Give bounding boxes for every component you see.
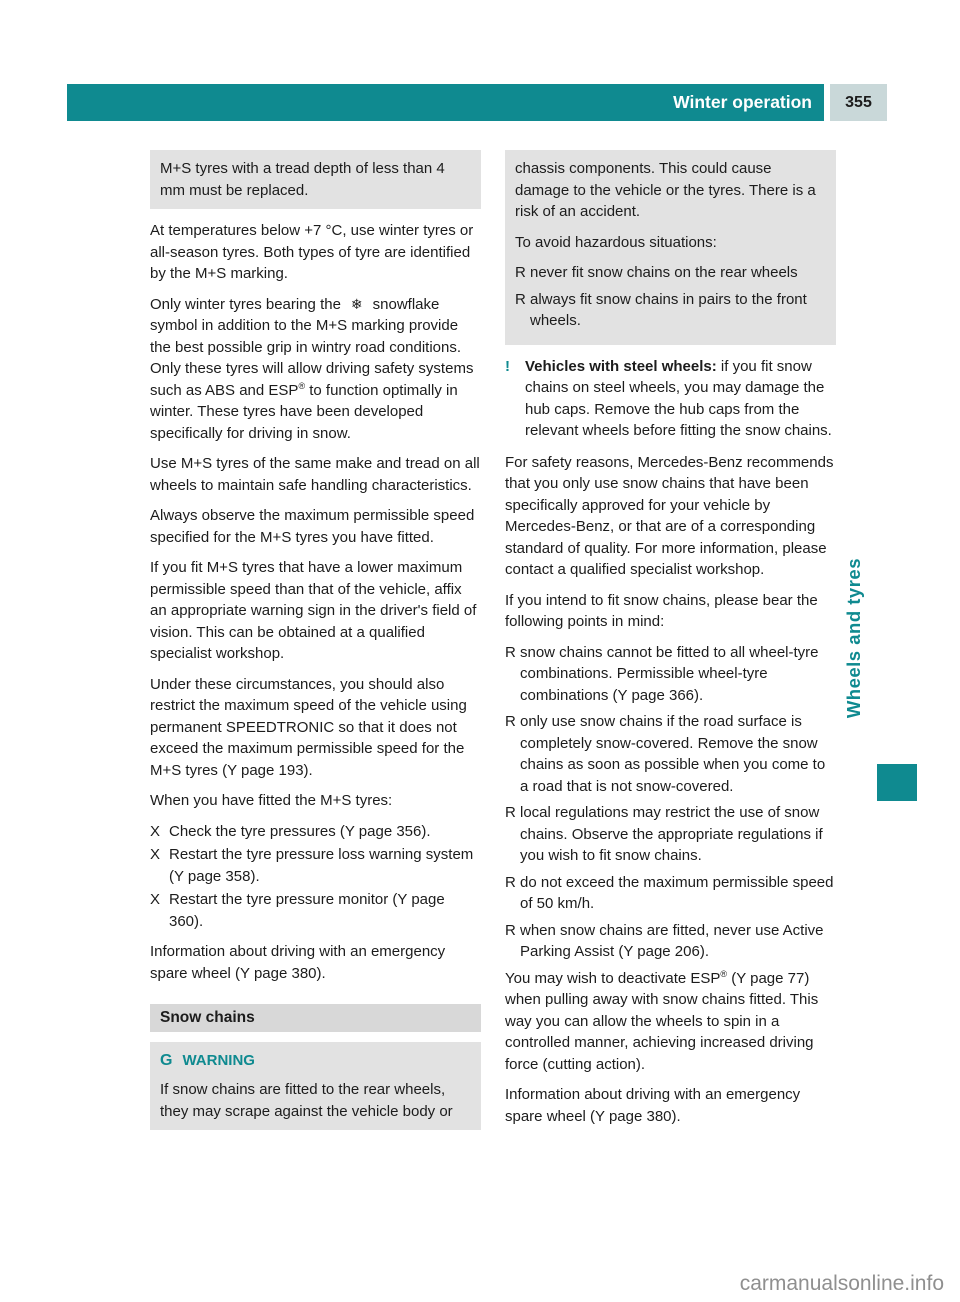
bullet-marker-icon: R [505, 873, 516, 891]
warning-text: If snow chains are fitted to the rear wheels, they may scrape against the vehicle body or [160, 1081, 453, 1120]
paragraph-speedtronic: Under these circumstances, you should also restrict the maximum speed of the vehicle using permanent SPEEDTRONIC so that it does not exceed the maximum permissible speed for the M+S tyres (Y page 193). [150, 675, 467, 779]
bullet-list [505, 642, 836, 963]
warning-bullet-item [515, 262, 826, 284]
page-title: Winter operation [673, 92, 812, 112]
bullet-text: local regulations may restrict the use of snow chains. Observe the appropriate regulations if you wish to fit snow chains. [520, 804, 823, 864]
warning-box [150, 1042, 481, 1131]
bullet-item [505, 711, 836, 797]
paragraph-when-fitted: When you have fitted the M+S tyres: [150, 792, 393, 809]
step-text: Check the tyre pressures (Y page 356). [169, 822, 431, 840]
chapter-tab-label: Wheels and tyres [843, 558, 864, 719]
section-title: Snow chains [160, 1009, 255, 1026]
paragraph-spare-wheel: Information about driving with an emergency spare wheel (Y page 380). [505, 1086, 801, 1125]
bullet-item [505, 802, 836, 867]
warning-header [160, 1050, 471, 1072]
registered-trademark-icon: ® [720, 968, 728, 979]
notice-exclamation-icon: ! [505, 357, 510, 375]
chapter-tab-marker [877, 764, 917, 801]
bullet-marker-icon: R [505, 804, 516, 821]
section-header-snow-chains [150, 1004, 481, 1032]
warning-continuation-box [505, 150, 836, 345]
bullet-text: always fit snow chains in pairs to the front wheels. [530, 290, 807, 329]
step-marker-icon: X [150, 846, 161, 863]
bullet-marker-icon: R [505, 643, 516, 661]
text-segment: You may wish to deactivate ESP [505, 969, 721, 987]
paragraph-temperatures: At temperatures below +7 °C, use winter tyres or all-season tyres. Both types of tyre are identified by the M+S marking. [150, 222, 474, 282]
step-marker-icon: X [150, 891, 161, 908]
step-text: Restart the tyre pressure loss warning system (Y page 358). [169, 846, 474, 885]
text-segment: to function optimally in winter. These tyres have been developed specifically for driving in snow. [150, 381, 458, 442]
paragraph-observe-speed: Always observe the maximum permissible speed specified for the M+S tyres you have fitted. [150, 507, 475, 546]
left-column [150, 150, 481, 1141]
bullet-marker-icon: R [505, 713, 516, 730]
bullet-text: do not exceed the maximum permissible speed of 50 km/h. [520, 873, 834, 912]
text-segment: Only winter tyres bearing the [150, 295, 341, 313]
paragraph-same-make: Use M+S tyres of the same make and tread on all wheels to maintain safe handling characteristics. [150, 455, 480, 494]
page-number-badge: 355 [830, 84, 887, 121]
note-box [150, 150, 481, 209]
paragraph-deactivate-esp [505, 968, 836, 1076]
bullet-text: when snow chains are fitted, never use Active Parking Assist (Y page 206). [520, 921, 824, 960]
step-item [150, 889, 481, 932]
paragraph-spare-wheel: Information about driving with an emergency spare wheel (Y page 380). [150, 943, 446, 982]
warning-text: chassis components. This could cause damage to the vehicle or the tyres. There is a risk of an accident. [515, 160, 816, 220]
paragraph-safety-reasons: For safety reasons, Mercedes-Benz recommends that you only use snow chains that have been specifically approved for your vehicle by Mercedes-Benz, or that are of a corresponding standard of quality. For more information, please contact a qualified specialist workshop. [505, 453, 834, 578]
bullet-marker-icon: R [505, 921, 516, 939]
text-segment: (Y page 77) when pulling away with snow chains fitted. This way you can allow the wheels to spin in a controlled manner, achieving increased driving force (cutting action). [505, 969, 819, 1073]
right-column [505, 150, 836, 1136]
paragraph-lower-speed: If you fit M+S tyres that have a lower maximum permissible speed than that of the vehicle, affix an appropriate warning sign in the driver's field of vision. This can be obtained at a qualified specialist workshop. [150, 559, 477, 662]
bullet-marker-icon: R [515, 290, 526, 308]
bullet-marker-icon: R [515, 264, 526, 281]
bullet-item [505, 920, 836, 963]
text-segment: if you fit snow chains on steel wheels, you may damage the hub caps. Remove the hub caps from the relevant wheels before fitting the snow chains. [525, 357, 832, 439]
bullet-text: only use snow chains if the road surface is completely snow-covered. Remove the snow chains as soon as possible when you come to a road that is not snow-covered. [520, 713, 826, 795]
bullet-item [505, 642, 836, 707]
warning-triangle-icon: G [160, 1051, 173, 1069]
header-bar [67, 84, 824, 121]
bullet-text: never fit snow chains on the rear wheels [530, 264, 798, 281]
snowflake-icon: ❄ [350, 295, 363, 312]
paragraph-snowflake [150, 294, 481, 445]
notice-label: Vehicles with steel wheels: [525, 357, 717, 375]
note-text: M+S tyres with a tread depth of less than 4 mm must be replaced. [160, 160, 445, 199]
step-marker-icon: X [150, 822, 161, 840]
step-list [150, 821, 481, 933]
text-segment: snowflake symbol in addition to the M+S marking provide the best possible grip in wintry road conditions. Only these tyres will allow driving safety systems such as ABS and ESP [150, 295, 474, 399]
step-text: Restart the tyre pressure monitor (Y page 360). [169, 891, 445, 930]
watermark-text: carmanualsonline.info [739, 1272, 944, 1295]
bullet-item [505, 872, 836, 915]
warning-label: WARNING [182, 1051, 255, 1069]
warning-bullet-item [515, 289, 826, 332]
bullet-text: snow chains cannot be fitted to all wheel-tyre combinations. Permissible wheel-tyre combinations (Y page 366). [520, 643, 819, 704]
paragraph-intend-fit: If you intend to fit snow chains, please bear the following points in mind: [505, 591, 818, 630]
notice-body [525, 356, 836, 442]
step-item [150, 821, 481, 843]
registered-trademark-icon: ® [298, 380, 306, 391]
warning-text: To avoid hazardous situations: [515, 233, 717, 251]
notice-steel-wheels [505, 356, 836, 442]
step-item [150, 844, 481, 887]
